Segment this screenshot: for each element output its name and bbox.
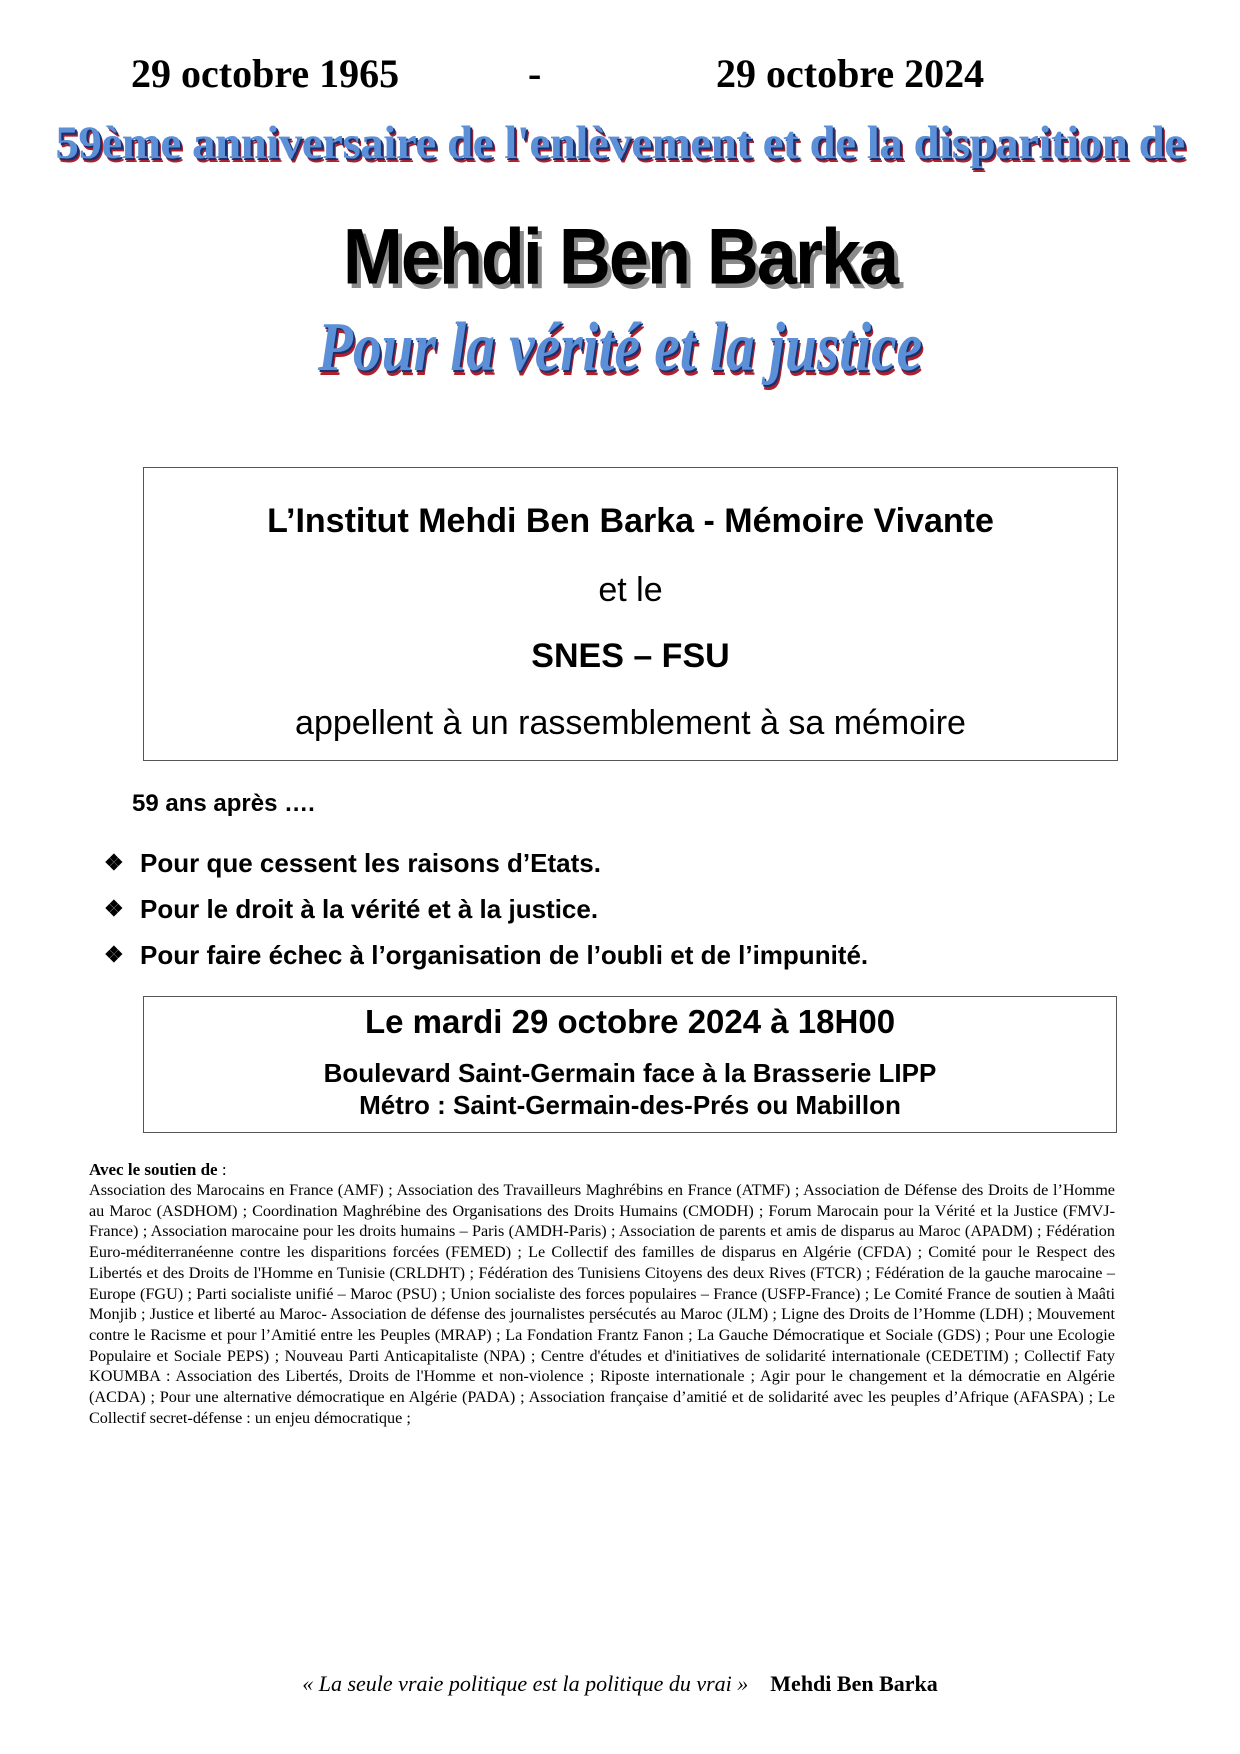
intro-text: 59 ans après …. <box>132 790 315 817</box>
conjunction-text: et le <box>598 571 663 609</box>
list-item <box>104 932 868 978</box>
slogan-heading: Pour la vérité et la justice <box>317 309 923 386</box>
list-item <box>104 840 868 886</box>
event-datetime: Le mardi 29 octobre 2024 à 18H00 <box>364 1003 896 1040</box>
support-list: Association des Marocains en France (AMF) ; Association des Travailleurs Maghrébins en France (ATMF) ; Association de Défense des Droits de l’Homme au Maroc (ASDHOM) ; Coordination Maghrébine des Organisations des Droits Humains (CMODH) ; Forum Marocain pour la Vérité et la Justice (FMVJ-France) ; Association marocaine pour les droits humains – Paris (AMDH-Paris) ; Association de parents et amis de disparus au Maroc (APADM) ; Fédération Euro-méditerranéenne contre les disparitions forcées (FEMED) ; Le Collectif des familles de disparus en Algérie (CFDA) ; Comité pour le Respect des Libertés et des Droits de l'Homme en Tunisie (CRLDHT) ; Fédération des Tunisiens Citoyens des deux Rives (FTCR) ; Fédération de la gauche marocaine – Europe (FGU) ; Parti socialiste unifié – Maroc (PSU) ; Union socialiste des forces populaires – France (USFP-France) ; Le Comité France de soutien à Maâti Monjib ; Justice et liberté au Maroc- Association de défense des journalistes persécutés au Maroc (JLM) ; Ligne des Droits de l’Homme (LDH) ; Mouvement contre le Racisme et pour l’Amitié entre les Peuples (MRAP) ; La Fondation Frantz Fanon ; La Gauche Démocratique et Sociale (GDS) ; Pour une Ecologie Populaire et Sociale PEPS) ; Nouveau Parti Anticapitaliste (NPA) ; Centre d'études et d'initiatives de solidarité internationale (CEDETIM) ; Collectif Faty KOUMBA : Association des Libertés, Droits de l'Homme et non-violence ; Riposte internationale ; Agir pour le changement et la démocratie en Algérie (ACDA) ; Pour une alternative démocratique en Algérie (PADA) ; Association française d’amitié et de solidarité avec les peuples d’Afrique (AFASPA) ; Le Collectif secret-défense : un enjeu démocratique ; <box>89 1181 1115 1427</box>
list-item-text: Pour que cessent les raisons d’Etats. <box>140 847 601 878</box>
list-item <box>104 886 868 932</box>
list-item-text: Pour le droit à la vérité et à la justice. <box>140 893 599 924</box>
date-separator: - <box>528 51 542 96</box>
support-label-bold: Avec le soutien de <box>89 1160 218 1179</box>
diamond-bullet-icon: ❖ <box>104 942 124 967</box>
organizer-2: SNES – FSU <box>531 637 730 675</box>
quote-text: « La seule vraie politique est la politique du vrai » <box>302 1671 749 1696</box>
person-name-title: Mehdi Ben Barka <box>342 213 898 302</box>
support-label-suffix: : <box>217 1160 227 1179</box>
call-to-action: appellent à un rassemblement à sa mémoire <box>295 704 966 742</box>
event-box <box>143 996 1117 1133</box>
footer-quote <box>0 1671 1240 1697</box>
diamond-bullet-icon: ❖ <box>104 896 124 921</box>
list-item-text: Pour faire échec à l’organisation de l’oubli et de l’impunité. <box>140 939 869 970</box>
diamond-bullet-icon: ❖ <box>104 850 124 875</box>
event-metro: Métro : Saint-Germain-des-Prés ou Mabillon <box>359 1090 901 1120</box>
organizer-1: L’Institut Mehdi Ben Barka - Mémoire Vivante <box>267 502 994 540</box>
quote-author: Mehdi Ben Barka <box>770 1671 938 1696</box>
demands-list <box>104 840 868 978</box>
support-label <box>89 1160 227 1180</box>
anniversary-heading: 59ème anniversaire de l'enlèvement et de la disparition de <box>55 117 1185 169</box>
date-end: 29 octobre 2024 <box>716 51 985 96</box>
date-start: 29 octobre 1965 <box>131 51 400 96</box>
event-place: Boulevard Saint-Germain face à la Brasserie LIPP <box>323 1058 937 1088</box>
call-box <box>143 467 1118 761</box>
